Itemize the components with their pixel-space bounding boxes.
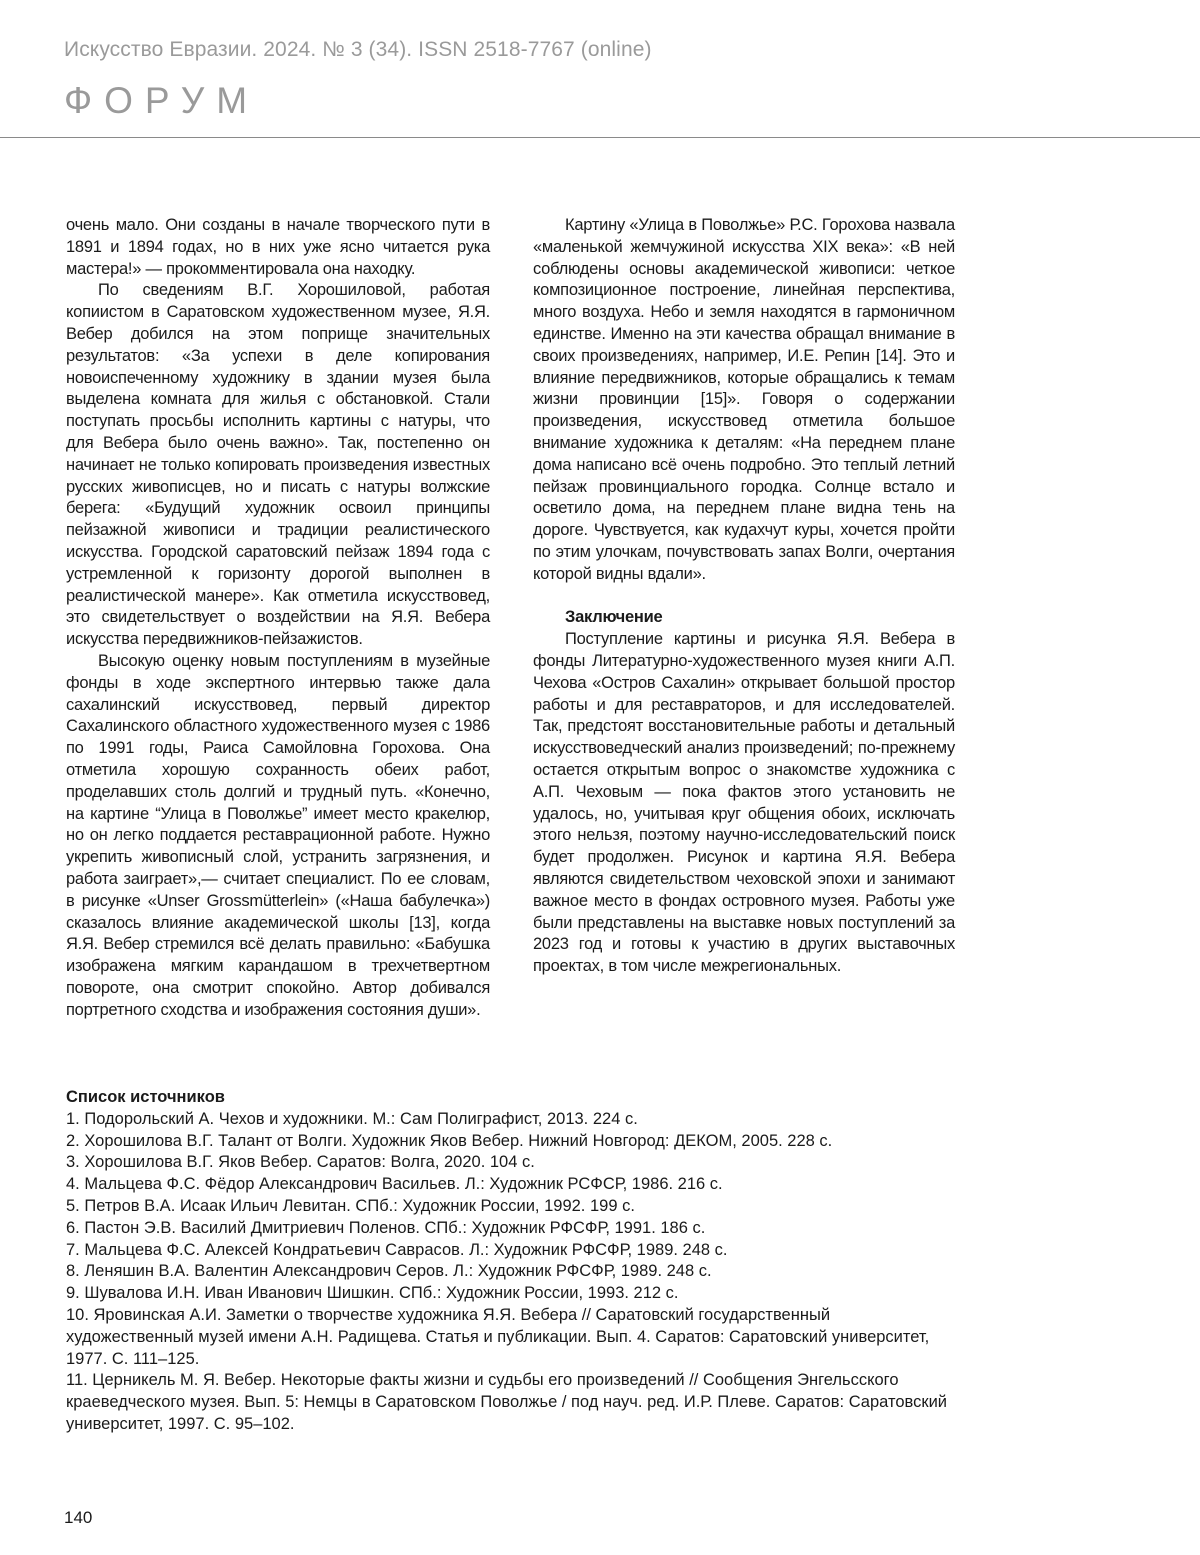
references-list	[66, 1109, 956, 1436]
conclusion-paragraph: Поступление картины и рисунка Я.Я. Вебера в фонды Литературно-художественного музея книги А.П. Чехова «Остров Сахалин» открывает большой простор работы и для реставраторов, и для исследователей. Так, предстоят восстановительные работы и детальный искусствоведческий анализ произведений; по-прежнему остается открытым вопрос о знакомстве художника с А.П. Чеховым — пока фактов этого установить не удалось, но, учитывая круг общения обоих, исключать этого нельзя, поэтому научно-исследовательский поиск будет продолжен. Рисунок и картина Я.Я. Вебера являются свидетельством чеховской эпохи и занимают важное место в фондах островного музея. Работы уже были представлены на выставке новых поступлений за 2023 год и готовы к участию в других выставочных проектах, в том числе межрегиональных.	[533, 630, 955, 976]
reference-item: 11. Церникель М. Я. Вебер. Некоторые факты жизни и судьбы его произведений // Сообщения Энгельсского краеведческого музея. Вып. 5: Немцы в Саратовском Поволжье / под науч. ред. И.Р. Плеве. Саратов: Саратовский университет, 1997. С. 95–102.	[66, 1371, 948, 1433]
reference-item: 9. Шувалова И.Н. Иван Иванович Шишкин. СПб.: Художник России, 1993. 212 с.	[66, 1284, 679, 1303]
reference-item: 2. Хорошилова В.Г. Талант от Волги. Художник Яков Вебер. Нижний Новгород: ДЕКОМ, 2005. 228 с.	[66, 1131, 833, 1150]
section-title: ФОРУМ	[64, 80, 260, 121]
journal-title: Искусство Евразии. 2024. № 3 (34). ISSN 2518-7767 (online)	[64, 38, 652, 61]
header-divider	[0, 137, 1200, 138]
reference-item: 10. Яровинская А.И. Заметки о творчестве художника Я.Я. Вебера // Саратовский государственный художественный музей имени А.Н. Радищева. Статья и публикации. Вып. 4. Саратов: Саратовский университет, 1977. С. 111–125.	[66, 1305, 930, 1368]
body-paragraph: Картину «Улица в Поволжье» Р.С. Горохова назвала «маленькой жемчужиной искусства XIX века»: «В ней соблюдены основы академической живописи: четкое композиционное построение, линейная перспектива, много воздуха. Небо и земля находятся в гармоничном единстве. Именно на эти качества обращал внимание в своих произведениях, например, И.Е. Репин [14]. Это и влияние передвижников, которые обращались к темам жизни провинции [15]». Говоря о содержании произведения, искусствовед отметила большое внимание художника к деталям: «На переднем плане дома написано всё очень подробно. Это теплый летний пейзаж провинциального городка. Солнце встало и осветило дома, на переднем плане видна тень на дороге. Чувствуется, как кудахчут куры, хочется пройти по этим улочкам, почувствовать запах Волги, очертания которой видны вдали».	[533, 216, 955, 583]
reference-item: 5. Петров В.А. Исаак Ильич Левитан. СПб.: Художник России, 1992. 199 с.	[66, 1196, 635, 1215]
reference-item: 7. Мальцева Ф.С. Алексей Кондратьевич Саврасов. Л.: Художник РФСФР, 1989. 248 с.	[66, 1240, 728, 1259]
references-heading: Список источников	[66, 1088, 225, 1106]
conclusion-heading: Заключение	[565, 608, 663, 627]
body-paragraph: очень мало. Они созданы в начале творческого пути в 1891 и 1894 годах, но в них уже ясно читается рука мастера!» — прокомментировала она находку.	[66, 216, 490, 278]
reference-item: 6. Пастон Э.В. Василий Дмитриевич Поленов. СПб.: Художник РФСФР, 1991. 186 с.	[66, 1218, 706, 1237]
page-number: 140	[64, 1508, 93, 1527]
reference-item: 3. Хорошилова В.Г. Яков Вебер. Саратов: Волга, 2020. 104 с.	[66, 1153, 535, 1172]
right-column	[533, 215, 955, 978]
references-section	[66, 1087, 956, 1436]
reference-item: 4. Мальцева Ф.С. Фёдор Александрович Васильев. Л.: Художник РСФСР, 1986. 216 с.	[66, 1175, 723, 1194]
reference-item: 8. Леняшин В.А. Валентин Александрович Серов. Л.: Художник РФСФР, 1989. 248 с.	[66, 1262, 712, 1281]
body-paragraph: По сведениям В.Г. Хорошиловой, работая копиистом в Саратовском художественном музее, Я.Я. Вебер добился на этом поприще значительных результатов: «За успехи в деле копирования новоиспеченному художнику в здании музея была выделена комната для жилья с обстановкой. Стали поступать просьбы исполнить картины с натуры, что для Вебера было очень важно». Так, постепенно он начинает не только копировать произведения известных русских живописцев, но и писать с натуры волжские берега: «Будущий художник освоил принципы пейзажной живописи и традиции реалистического искусства. Городской саратовский пейзаж 1894 года с устремленной к горизонту дорогой выполнен в реалистической манере». Как отметила искусствовед, это свидетельствует о воздействии на Я.Я. Вебера искусства передвижников-пейзажистов.	[66, 281, 490, 649]
body-paragraph: Высокую оценку новым поступлениям в музейные фонды в ходе экспертного интервью также дала сахалинский искусствовед, первый директор Сахалинского областного художественного музея с 1986 по 1991 годы, Раиса Самойловна Горохова. Она отметила хорошую сохранность обеих работ, проделавших столь долгий и трудный путь. «Конечно, на картине “Улица в Поволжье” имеет место кракелюр, но он легко поддается реставрационной работе. Нужно укрепить живописный слой, устранить загрязнения, и работа заиграет»,— считает специалист. По ее словам, в рисунке «Unser Grossmütterlein» («Наша бабулечка») сказалось влияние академической школы [13], когда Я.Я. Вебер стремился всё делать правильно: «Бабушка изображена мягким карандашом в трехчетвертном повороте, она смотрит спокойно. Автор добивался портретного сходства и изображения состояния души».	[66, 651, 490, 1019]
reference-item: 1. Подорольский А. Чехов и художники. М.: Сам Полиграфист, 2013. 224 с.	[66, 1109, 638, 1128]
left-column	[66, 215, 490, 1021]
